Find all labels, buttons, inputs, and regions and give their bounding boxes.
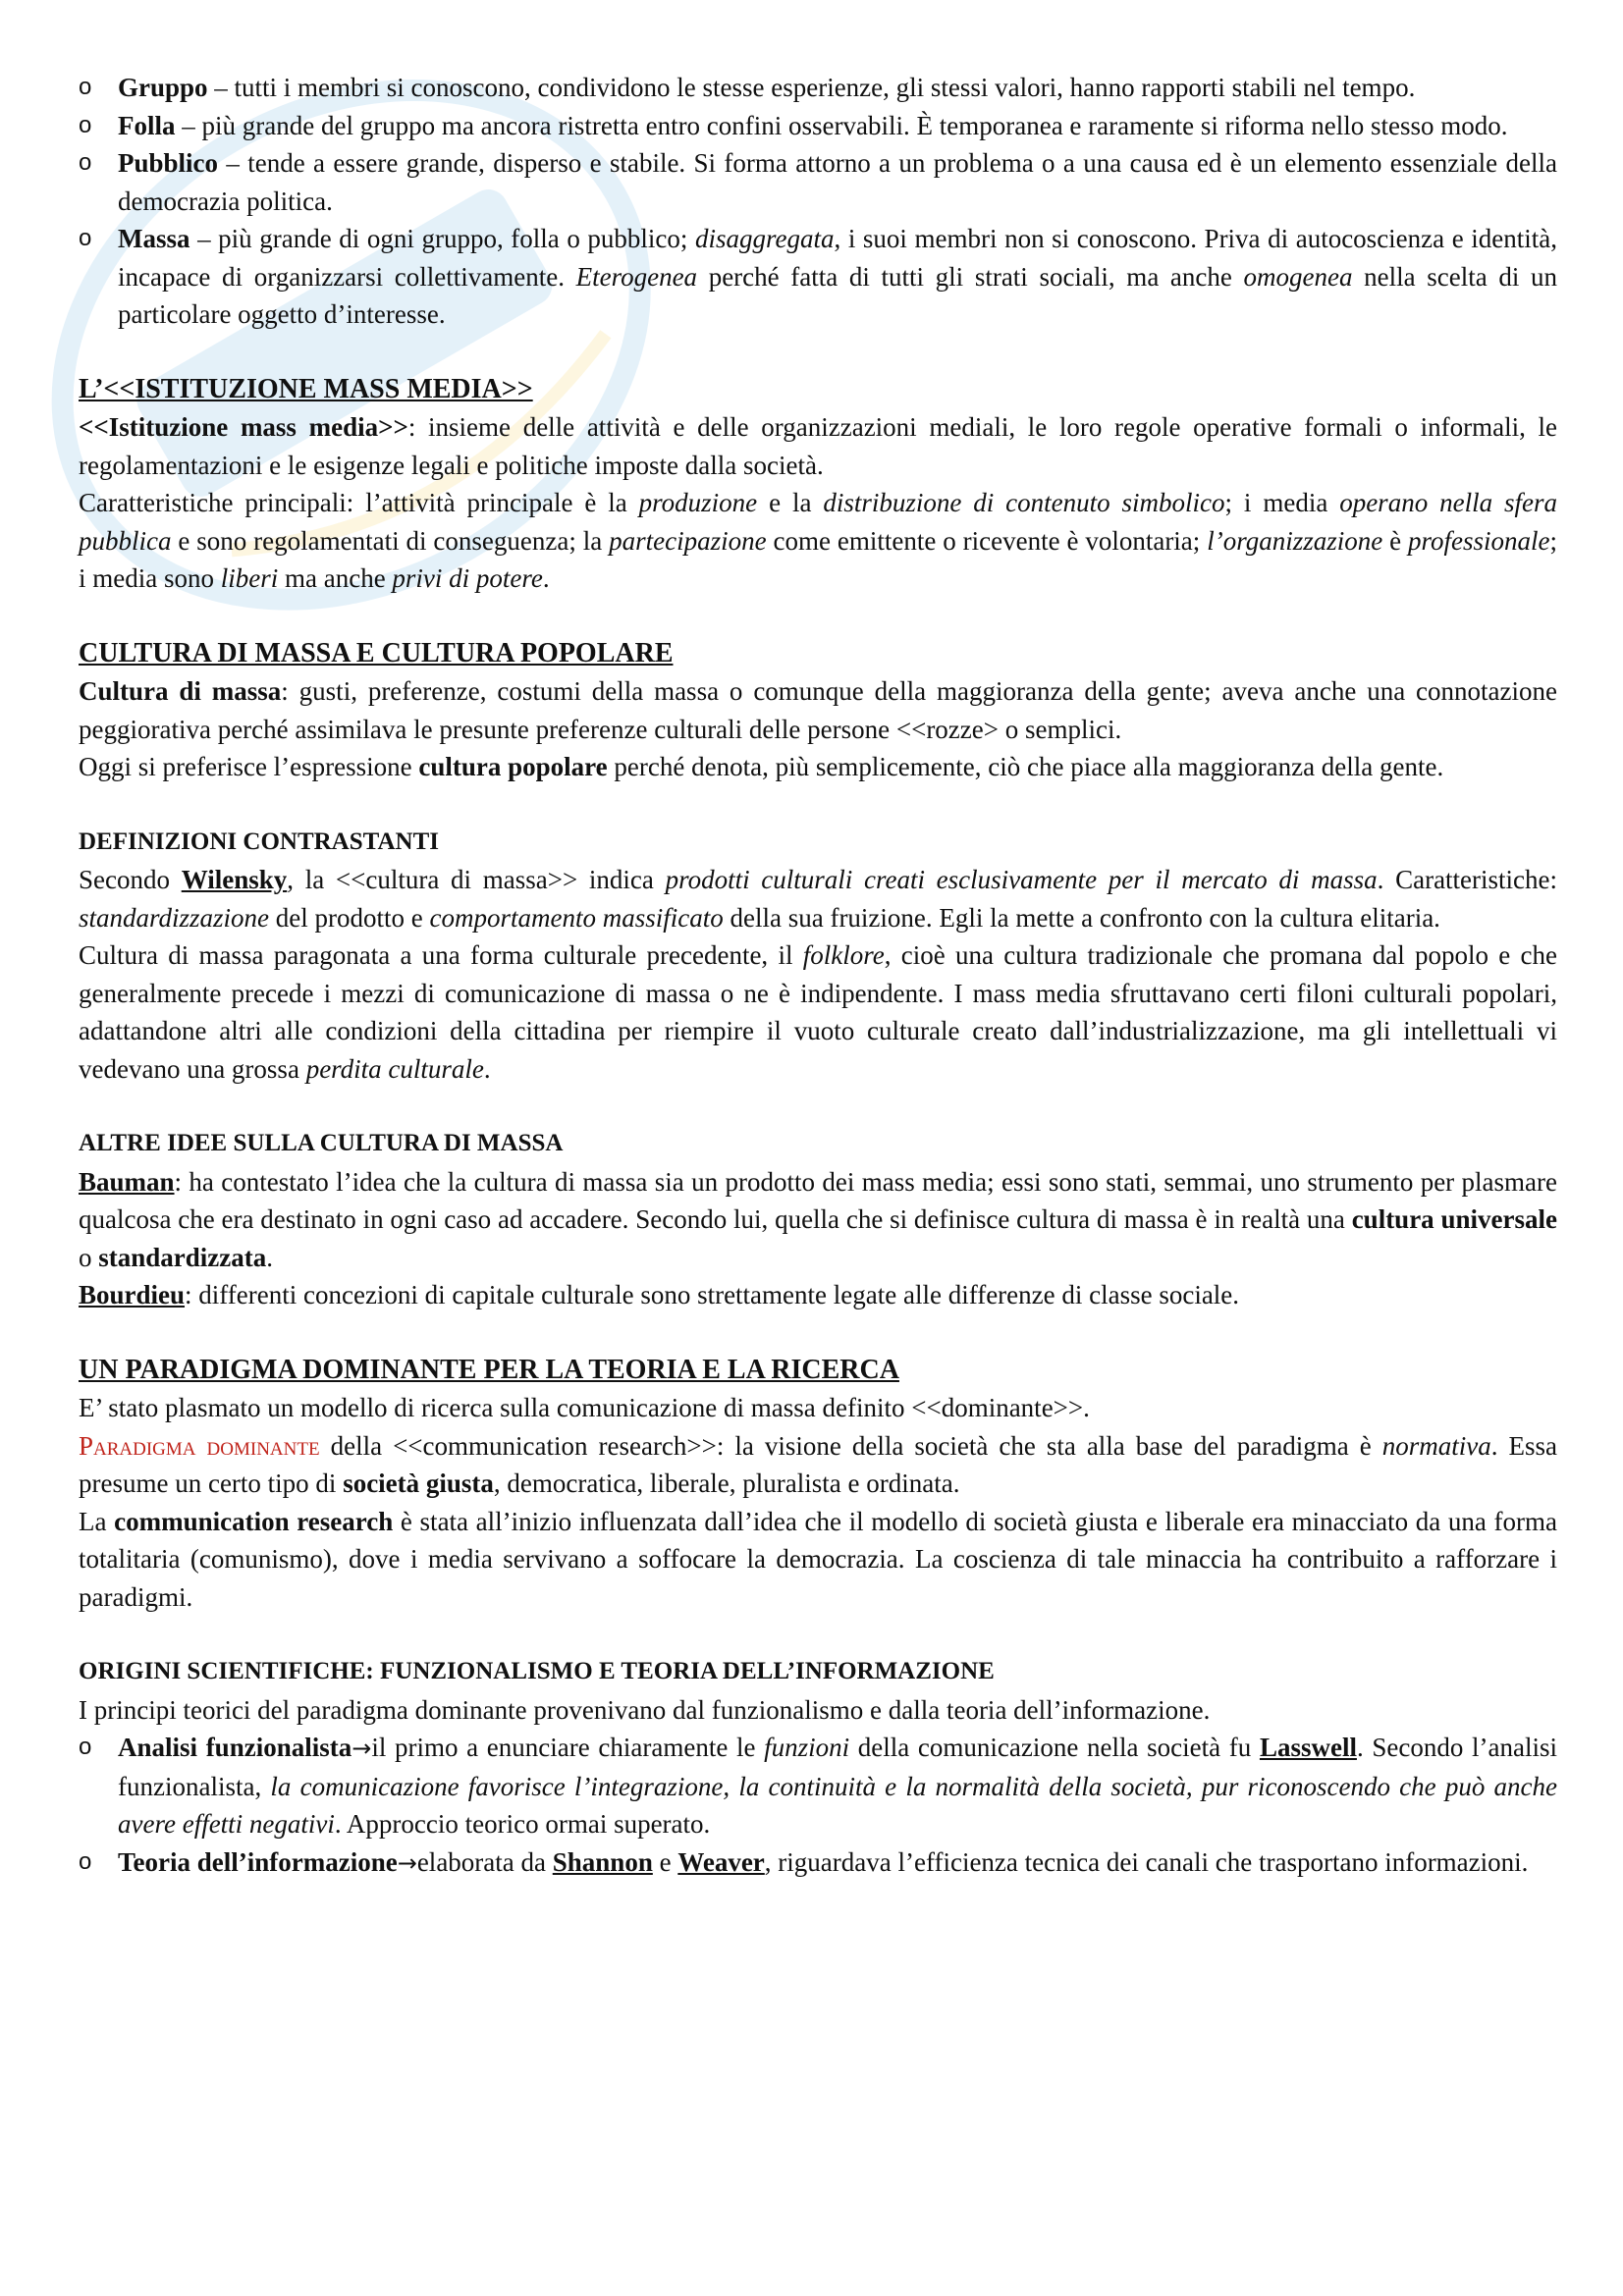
text: della sua fruizione. Egli la mette a confronto con la cultura elitaria. <box>723 902 1440 933</box>
list-item <box>79 220 1557 334</box>
term: <<Istituzione mass media>> <box>79 412 408 442</box>
author-name: Bauman <box>79 1166 175 1197</box>
emphasis: comportamento massificato <box>429 902 724 933</box>
emphasis: liberi <box>220 563 279 593</box>
paragraph <box>79 408 1557 484</box>
term: Teoria dell’informazione <box>118 1846 398 1877</box>
heading-definizioni: DEFINIZIONI CONTRASTANTI <box>79 828 439 855</box>
term: communication research <box>114 1506 394 1536</box>
text: elaborata da <box>416 1846 553 1877</box>
text: del prodotto e <box>269 902 430 933</box>
term: cultura universale <box>1351 1204 1557 1234</box>
list-item <box>79 1843 1557 1883</box>
paragraph <box>79 861 1557 936</box>
text: ; i media <box>1224 488 1340 517</box>
emphasis: funzioni <box>764 1733 850 1762</box>
heading-paradigma: UN PARADIGMA DOMINANTE PER LA TEORIA E LA RICERCA <box>79 1354 899 1385</box>
text: è stata all’inizio influenzata dall’idea che il modello di società giusta e liberale era minacciato da una forma totalitaria (comunismo), dove i media servivano a soffocare la democrazia. La coscienza di tale minaccia ha contribuito a rafforzare i paradigmi. <box>79 1506 1557 1612</box>
text: . Caratteristiche: <box>1377 865 1558 894</box>
paragraph <box>79 1276 1557 1314</box>
text: Oggi si preferisce l’espressione <box>79 752 419 781</box>
text: ma anche <box>278 563 393 593</box>
text: . <box>483 1053 491 1084</box>
emphasis: partecipazione <box>609 525 767 556</box>
text: della <<communication research>>: la visione della società che sta alla base del paradigma è <box>319 1430 1382 1461</box>
text: : differenti concezioni di capitale culturale sono strettamente legate alle differenze di classe sociale. <box>185 1280 1240 1309</box>
emphasis: privi di potere <box>392 563 543 593</box>
emphasis: folklore <box>802 940 885 970</box>
author-name: Lasswell <box>1259 1733 1357 1762</box>
emphasis: distribuzione di contenuto simbolico <box>823 488 1225 517</box>
definition-text: – tutti i membri si conoscono, condividono le stesse esperienze, gli stessi valori, hanno rapporti stabili nel tempo. <box>207 73 1416 102</box>
heading-origini: ORIGINI SCIENTIFICHE: FUNZIONALISMO E TEORIA DELL’INFORMAZIONE <box>79 1658 995 1684</box>
text: : ha contestato l’idea che la cultura di massa sia un prodotto dei mass media; essi sono stati, semmai, uno strumento per plasmare qualcosa che era destinato in ogni caso ad accadere. Secondo lui, quella che si definisce cultura di massa è in realtà una <box>79 1166 1557 1234</box>
paragraph <box>79 672 1557 748</box>
origins-list <box>79 1729 1557 1882</box>
text: il primo a enunciare chiaramente le <box>371 1733 765 1762</box>
list-item <box>79 144 1557 220</box>
text: è <box>1382 525 1408 556</box>
term-pubblico: Pubblico <box>118 148 219 178</box>
text: : insieme delle attività e delle organizzazioni mediali, le loro regole operative formali o informali, le regolamentazioni e le esigenze legali e politiche imposte dalla società. <box>79 412 1557 480</box>
bullet: o <box>79 149 92 176</box>
text: . <box>266 1242 273 1272</box>
text: e <box>652 1846 678 1877</box>
text: – più grande di ogni gruppo, folla o pubblico; <box>189 224 695 253</box>
text: . Secondo l’analisi funzionalista, <box>118 1733 1557 1801</box>
text: ; i media sono <box>79 525 1558 593</box>
emphasis: standardizzazione <box>79 902 270 933</box>
term: Analisi funzionalista <box>118 1733 352 1762</box>
text: Caratteristiche principali: l’attività principale è la <box>79 488 639 517</box>
paragraph: E’ stato plasmato un modello di ricerca sulla comunicazione di massa definito <<dominante>>. <box>79 1393 1090 1422</box>
text: e la <box>757 488 824 517</box>
text: . Approccio teorico ormai superato. <box>334 1809 711 1839</box>
text: Cultura di massa paragonata a una forma culturale precedente, il <box>79 940 803 970</box>
term: standardizzata <box>98 1242 267 1272</box>
text: , riguardava l’efficienza tecnica dei canali che trasportano informazioni. <box>764 1846 1529 1877</box>
text: , i suoi membri non si conoscono. Priva di autocoscienza e identità, incapace di organizzarsi collettivamente. <box>118 224 1557 292</box>
term-massa: Massa <box>118 224 190 253</box>
author-name: Bourdieu <box>79 1280 186 1309</box>
emphasis: Eterogenea <box>575 261 698 292</box>
bullet: o <box>79 1847 92 1875</box>
list-item <box>79 107 1557 145</box>
text: come emittente o ricevente è volontaria; <box>766 525 1208 556</box>
term-folla: Folla <box>118 110 176 140</box>
term: cultura popolare <box>418 752 608 781</box>
bullet: o <box>79 1734 92 1760</box>
text: della comunicazione nella società fu <box>849 1733 1260 1762</box>
document-page <box>79 69 1557 1882</box>
text: , democratica, liberale, pluralista e ordinata. <box>493 1468 960 1498</box>
author-name: Shannon <box>552 1846 653 1877</box>
author-name: Weaver <box>677 1846 765 1877</box>
bullet: o <box>79 111 92 138</box>
list-item <box>79 1729 1557 1843</box>
paragraph <box>79 1163 1557 1277</box>
term: Cultura di massa <box>79 676 282 706</box>
text: nella scelta di un particolare oggetto d’interesse. <box>118 261 1557 329</box>
text: , cioè una cultura tradizionale che promana dal popolo e che generalmente precede i mezzi di comunicazione di massa o ne è indipendente. I mass media sfruttavano certi filoni culturali popolari, adattandone altri alle condizioni della cittadina per riempire il vuoto culturale creato dall’industrializzazione, ma gli intellettuali vi vedevano una grossa <box>79 940 1557 1084</box>
emphasis: professionale <box>1408 525 1550 556</box>
emphasis: l’organizzazione <box>1207 525 1383 556</box>
heading-altre-idee: ALTRE IDEE SULLA CULTURA DI MASSA <box>79 1130 564 1156</box>
emphasis: la comunicazione favorisce l’integrazione, la continuità e la normalità della società, pur riconoscendo che può anche avere effetti negativi <box>118 1771 1557 1839</box>
paragraph <box>79 1427 1557 1503</box>
heading-cultura: CULTURA DI MASSA E CULTURA POPOLARE <box>79 637 674 668</box>
arrow-icon: → <box>397 1848 417 1877</box>
paragraph <box>79 484 1557 598</box>
bullet: o <box>79 225 92 251</box>
emphasis: prodotti culturali creati esclusivamente per il mercato di massa <box>665 865 1378 894</box>
paragraph <box>79 748 1557 786</box>
text: perché denota, più semplicemente, ciò che piace alla maggioranza della gente. <box>607 752 1444 781</box>
term: società giusta <box>343 1468 494 1498</box>
bullet: o <box>79 74 92 100</box>
highlight-term: Paradigma dominante <box>79 1430 320 1461</box>
text: La <box>79 1506 115 1536</box>
emphasis: normativa <box>1381 1430 1491 1461</box>
text: : gusti, preferenze, costumi della massa o comunque della maggioranza della gente; aveva anche una connotazione peggiorativa perché assimilava le presunte preferenze culturali delle persone <<rozze> o semplici. <box>79 676 1557 744</box>
emphasis: produzione <box>638 488 758 517</box>
term-gruppo: Gruppo <box>118 73 208 102</box>
emphasis: omogenea <box>1243 261 1353 292</box>
text: e sono regolamentati di conseguenza; la <box>171 525 610 556</box>
text: Secondo <box>79 865 182 894</box>
list-item <box>79 69 1557 107</box>
heading-istituzione: L’<<ISTITUZIONE MASS MEDIA>> <box>79 373 533 404</box>
definition-text: – tende a essere grande, disperso e stabile. Si forma attorno a un problema o a una causa ed è un elemento essenziale della democrazia politica. <box>118 148 1557 216</box>
paragraph: I principi teorici del paradigma dominante provenivano dal funzionalismo e dalla teoria dell’informazione. <box>79 1694 1211 1725</box>
author-name: Wilensky <box>181 865 288 894</box>
paragraph <box>79 1503 1557 1617</box>
text: , la <<cultura di massa>> indica <box>287 865 666 894</box>
text: . <box>542 563 550 593</box>
group-types-list <box>79 69 1557 334</box>
paragraph <box>79 936 1557 1088</box>
emphasis: disaggregata <box>695 224 835 253</box>
definition-text: – più grande del gruppo ma ancora ristretta entro confini osservabili. È temporanea e raramente si riforma nello stesso modo. <box>175 110 1508 140</box>
emphasis: perdita culturale <box>305 1053 484 1084</box>
arrow-icon: → <box>352 1735 372 1762</box>
emphasis: operano nella sfera pubblica <box>79 488 1557 556</box>
text: . Essa presume un certo tipo di <box>79 1430 1558 1498</box>
text: o <box>79 1242 99 1272</box>
text: perché fatta di tutti gli strati sociali, ma anche <box>697 261 1244 292</box>
